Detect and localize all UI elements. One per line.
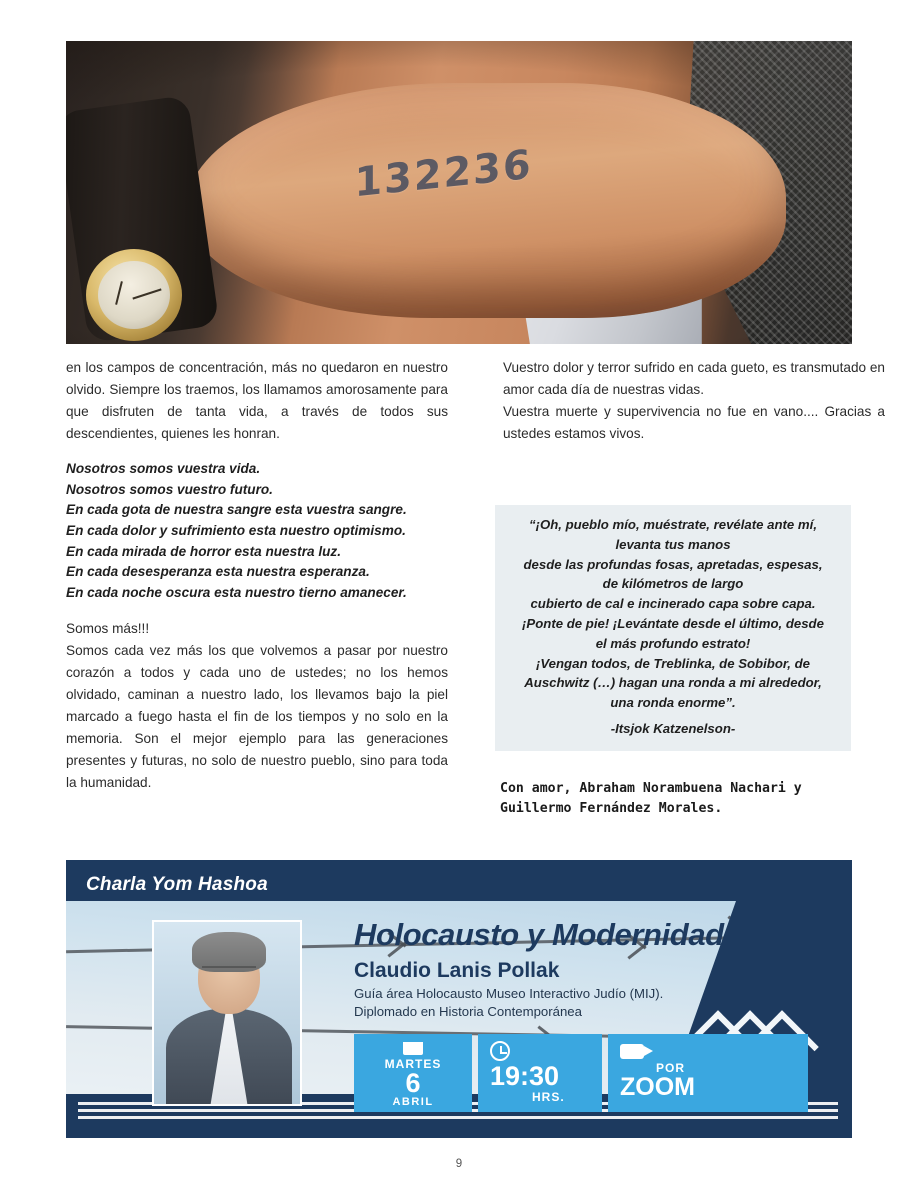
- right-paragraph-1: Vuestro dolor y terror sufrido en cada gueto, es transmutado en amor cada día de nuestras vidas.: [503, 360, 885, 398]
- chip-date-weekday: MARTES: [384, 1056, 442, 1071]
- forearm: [186, 83, 786, 318]
- left-paragraph-2: Somos cada vez más los que volvemos a pasar por nuestro corazón a todos y cada uno de ustedes; no los hemos olvidado, caminan a nuestro lado, los llevamos bajo la piel marcado a fuego hasta el fin de los tiempos y no solo en la memoria. Son el mejor ejemplo para las generaciones presentes y futuras, no solo de nuestro pueblo, sino para toda la humanidad.: [66, 642, 448, 790]
- page-number: 9: [455, 1158, 463, 1170]
- verse-block: [66, 459, 448, 604]
- video-camera-icon: [620, 1044, 644, 1059]
- verse-line: En cada dolor y sufrimiento esta nuestro optimismo.: [66, 523, 406, 539]
- clock-icon: [490, 1041, 510, 1061]
- chip-date-month: ABRIL: [392, 1096, 434, 1109]
- speaker-portrait: [152, 920, 302, 1106]
- flyer-credentials-line-1: Guía área Holocausto Museo Interactivo Judío (MIJ).: [354, 986, 664, 1001]
- quote-line: cubierto de cal e incinerado capa sobre capa.: [530, 596, 816, 612]
- left-exclamation: Somos más!!!: [66, 620, 150, 636]
- signoff-line: Guillermo Fernández Morales.: [500, 801, 723, 817]
- chip-date: [354, 1034, 472, 1112]
- quote-line: ¡Ponte de pie! ¡Levántate desde el último, desde: [522, 615, 824, 631]
- photo-canvas: [66, 41, 852, 344]
- article-left-column: [66, 357, 448, 794]
- verse-line: En cada gota de nuestra sangre esta vuestra sangre.: [66, 502, 407, 518]
- flyer-speaker-name: Claudio Lanis Pollak: [354, 959, 560, 982]
- chip-time: [478, 1034, 602, 1112]
- left-paragraph-1: en los campos de concentración, más no quedaron en nuestro olvido. Siempre los traemos, los llamamos amorosamente para que disfruten de tanta vida, a través de todos sus descendientes, quienes les honran.: [66, 360, 448, 442]
- quote-line: Auschwitz (…) hagan una ronda a mi alrededor,: [524, 675, 822, 691]
- quote-line: de kilómetros de largo: [602, 576, 744, 592]
- right-paragraph-2: Vuestra muerte y supervivencia no fue en vano.... Gracias a ustedes estamos vivos.: [503, 404, 885, 442]
- chip-mode: [608, 1034, 808, 1112]
- verse-line: En cada noche oscura esta nuestro tierno amanecer.: [66, 585, 407, 600]
- quote-line: desde las profundas fosas, apretadas, espesas,: [523, 556, 823, 572]
- signoff-line: Con amor, Abraham Norambuena Nachari y: [500, 781, 802, 796]
- verse-line: Nosotros somos vuestro futuro.: [66, 481, 273, 497]
- chip-mode-platform: ZOOM: [620, 1073, 695, 1101]
- spacer: [66, 604, 448, 618]
- portrait-brow: [202, 966, 256, 976]
- article-right-column: [503, 357, 885, 445]
- band-stripe: [78, 1116, 838, 1119]
- verse-line: En cada mirada de horror esta nuestra luz.: [66, 543, 341, 559]
- article-signoff: [500, 779, 856, 820]
- verse-line: Nosotros somos vuestra vida.: [66, 461, 261, 477]
- flyer-banner: [66, 868, 386, 901]
- watch-dial: [98, 261, 170, 329]
- chip-date-day: 6: [405, 1067, 421, 1098]
- katzenelson-quote-box: [495, 505, 851, 751]
- chip-time-unit: HRS.: [532, 1089, 565, 1104]
- tattoo-number: 132236: [354, 141, 533, 207]
- quote-line: levanta tus manos: [615, 536, 731, 552]
- quote-line: “¡Oh, pueblo mío, muéstrate, revélate ante mí,: [528, 517, 817, 532]
- flyer-credentials-line-2: Diplomado en Historia Contemporánea: [354, 1003, 582, 1019]
- quote-line: ¡Vengan todos, de Treblinka, de Sobibor, de: [535, 655, 811, 671]
- flyer-info-chips: [354, 1034, 808, 1112]
- holocaust-survivor-tattoo-photo: [66, 41, 852, 344]
- quote-line: una ronda enorme”.: [610, 695, 736, 711]
- quote-author: -Itsjok Katzenelson-: [610, 720, 736, 736]
- flyer-banner-label: Charla Yom Hashoa: [86, 873, 268, 895]
- verse-line: En cada desesperanza esta nuestra esperanza.: [66, 564, 370, 580]
- calendar-icon: [403, 1036, 423, 1055]
- quote-line: el más profundo estrato!: [595, 635, 751, 651]
- flyer-text-block: [354, 917, 814, 1021]
- event-flyer: [66, 860, 852, 1138]
- chip-time-value: 19:30: [490, 1060, 560, 1091]
- chip-mode-prefix: POR: [656, 1061, 686, 1075]
- flyer-title: Holocausto y Modernidad: [354, 917, 724, 952]
- spacer: [66, 445, 448, 459]
